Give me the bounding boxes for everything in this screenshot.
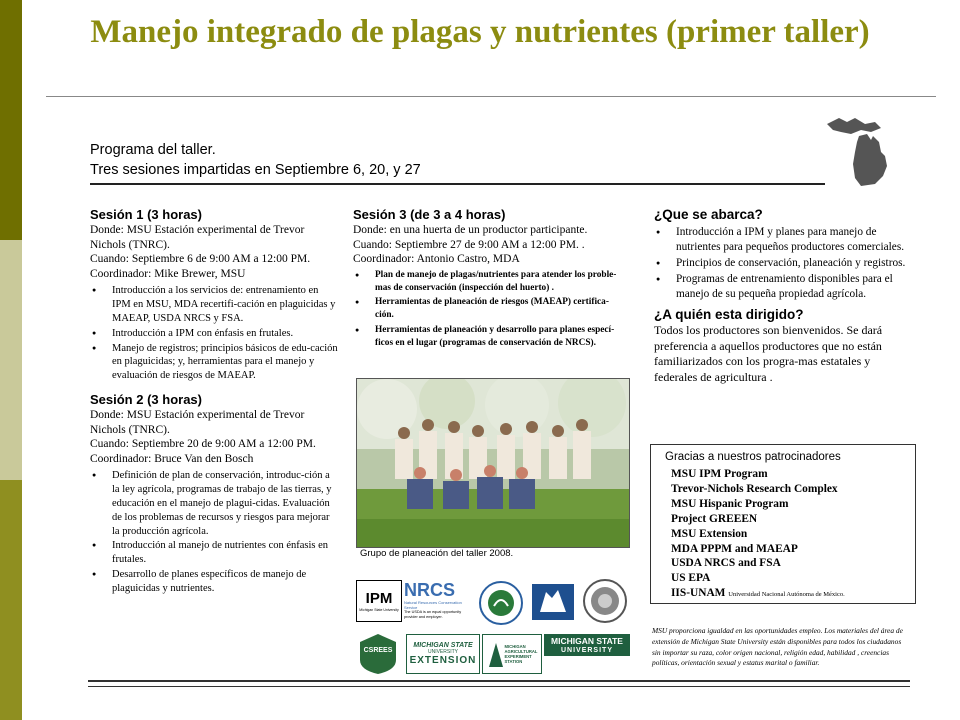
csrees-logo-text: CSREES: [363, 647, 393, 654]
program-heading: [90, 140, 421, 180]
msu-line-2: UNIVERSITY: [560, 646, 613, 654]
sponsors-title: Gracias a nuestros patrocinadores: [665, 451, 841, 463]
list-item: ● Plan de manejo de plagas/nutrientes para atender los proble-mas de conservación (inspección del huerto) .: [353, 269, 625, 295]
session-1-where: Donde: MSU Estación experimental de Trevor Nichols (TNRC).: [90, 224, 305, 251]
maes-line: STATION: [504, 659, 523, 664]
maes-logo: [482, 634, 542, 674]
maes-line: MICHIGAN: [504, 644, 526, 649]
list-item: ● Herramientas de planeación y desarrollo para planes especí-ficos en el lugar (programas de conservación de NRCS).: [353, 324, 625, 350]
maes-text: [505, 644, 538, 664]
list-item: ● Principios de conservación, planeación y registros.: [654, 256, 910, 271]
list-item: ● Desarrollo de planes específicos de manejo de plaguicidas y nutrientes.: [90, 568, 338, 596]
list-item: MDA PPPM and MAEAP: [671, 542, 798, 555]
audience-text: Todos los productores son bienvenidos. Se dará preferencia a aquellos productores que no están familiarizados con los progra-mas estatales y federales de agricultura .: [654, 323, 883, 384]
sidebar-segment-middle: [0, 240, 22, 480]
list-item: ● Introducción a IPM con énfasis en frutales.: [90, 327, 338, 341]
program-divider: [90, 183, 825, 185]
maes-line: AGRICULTURAL: [504, 649, 538, 654]
list-item: ● Herramientas de planeación de riesgos (MAEAP) certifica-ción.: [353, 296, 625, 322]
sidebar-bar: [0, 0, 22, 720]
michigan-department-agriculture-icon: [532, 584, 574, 620]
scope-list: [654, 225, 910, 302]
msue-bottom: EXTENSION: [409, 655, 477, 666]
list-item: ● Introducción al manejo de nutrientes con énfasis en frutales.: [90, 539, 338, 567]
ipm-logo-text: IPM: [365, 590, 393, 607]
sidebar-segment-bottom: [0, 480, 22, 720]
nrcs-logo: [404, 578, 474, 622]
nrcs-logo-sub: Natural Resources Conservation Service: [404, 600, 462, 610]
list-item: ● Definición de plan de conservación, introduc-ción a la ley agrícola, programas de trabajo de las tierras, y educación en el manejo de plagui-cidas. Evaluación de los problemas de recursos y riesgos para mejorar la producción agrícola.: [90, 469, 338, 538]
session-2-where: Donde: MSU Estación experimental de Trevor Nichols (TNRC).: [90, 408, 305, 436]
msu-extension-logo: [406, 634, 480, 674]
slide-title: Manejo integrado de plagas y nutrientes (primer taller): [90, 14, 870, 50]
list-item: MSU Extension: [671, 527, 748, 540]
session-2-coordinator: Coordinador: Bruce Van den Bosch: [90, 452, 254, 465]
info-column: [654, 206, 910, 385]
session-2-heading: Sesión 2 (3 horas): [90, 391, 202, 407]
flyer-document: [80, 110, 910, 695]
audience-heading: ¿A quién esta dirigido?: [654, 307, 804, 322]
list-item: ● Introducción a IPM y planes para manejo de nutrientes para pequeños productores comerciales.: [654, 225, 910, 255]
ipm-logo: [356, 580, 402, 622]
list-item: ● Manejo de registros; principios básicos de edu-cación en plaguicidas; y, herramientas para el manejo y evaluación de riesgos de MAEAP.: [90, 342, 338, 383]
session-2-topics: [90, 469, 338, 595]
session-3-column: [353, 206, 625, 351]
group-photo-image: [357, 379, 629, 547]
session-1-topics: [90, 284, 338, 383]
maes-building-icon: [487, 639, 505, 669]
session-3-topics: [353, 269, 625, 350]
sponsor-unam: IIS-UNAM: [671, 587, 726, 600]
sidebar-segment-top: [0, 0, 22, 240]
sponsors-list: [671, 467, 845, 603]
session-1-when: Cuando: Septiembre 6 de 9:00 AM a 12:00 PM.: [90, 253, 311, 266]
session-1-coordinator: Coordinador: Mike Brewer, MSU: [90, 267, 246, 280]
program-line-2: Tres sesiones impartidas en Septiembre 6, 20, y 27: [90, 162, 421, 178]
session-3-when: Cuando: Septiembre 27 de 9:00 AM a 12:00 PM. .: [353, 238, 585, 251]
michigan-map-icon: [825, 114, 900, 189]
list-item: ● Introducción a los servicios de: entrenamiento en IPM en MSU, MDA recertifi-cación en plaguicidas y MAEAP, USDA NRCS y FSA.: [90, 284, 338, 325]
ipm-logo-sub: Michigan State University: [359, 608, 399, 612]
list-item: Project GREEEN: [671, 512, 758, 525]
list-item: MSU IPM Program: [671, 468, 768, 480]
msu-logo: [544, 634, 630, 656]
maes-line: EXPERIMENT: [504, 654, 532, 659]
list-item: Trevor-Nichols Research Complex: [671, 482, 838, 495]
disclaimer-text: MSU proporciona igualdad en las oportunidades empleo. Los materiales del área de extensión de Michigan State University están disponibles para todos los ciudadanos sin importar su raza, color origen nacional, religión edad, habilidad , creencias políticas, orientación sexual y estatus marital o familiar.: [652, 626, 903, 668]
list-item: MSU Hispanic Program: [671, 497, 789, 510]
list-item: ● Programas de entrenamiento disponibles para el manejo de su pequeña propiedad agrícola.: [654, 272, 910, 302]
list-item: USDA NRCS and FSA: [671, 557, 781, 570]
scope-heading: ¿Que se abarca?: [654, 207, 763, 222]
session-2-when: Cuando: Septiembre 20 de 9:00 AM a 12:00 PM.: [90, 438, 316, 451]
group-photo: [356, 378, 630, 548]
nrcs-logo-text: NRCS: [404, 580, 456, 600]
bottom-divider: [88, 680, 910, 687]
session-3-coordinator: Coordinador: Antonio Castro, MDA: [353, 253, 520, 266]
csrees-badge-icon: [356, 632, 400, 676]
session-1-heading: Sesión 1 (3 horas): [90, 207, 202, 222]
session-3-heading: Sesión 3 (de 3 a 4 horas): [353, 207, 506, 222]
session-3-where: Donde: en una huerta de un productor participante.: [353, 224, 588, 236]
msue-top: MICHIGAN STATE: [413, 642, 473, 649]
msu-line-1: MICHIGAN STATE: [551, 635, 623, 646]
sponsor-unam-full: Universidad Nacional Autónoma de México.: [728, 591, 845, 599]
sponsors-box: [650, 444, 916, 604]
usda-note: The USDA is an equal opportunity provider and employer.: [404, 610, 462, 619]
epa-seal-icon: [478, 580, 524, 626]
photo-caption: Grupo de planeación del taller 2008.: [360, 548, 514, 559]
sessions-column: [90, 206, 338, 597]
program-line-1: Programa del taller.: [90, 142, 216, 158]
msue-mid: UNIVERSITY: [427, 649, 458, 655]
list-item: US EPA: [671, 572, 711, 585]
title-divider: [46, 96, 936, 97]
unam-seal-icon: [582, 578, 628, 624]
list-item: [671, 586, 845, 603]
